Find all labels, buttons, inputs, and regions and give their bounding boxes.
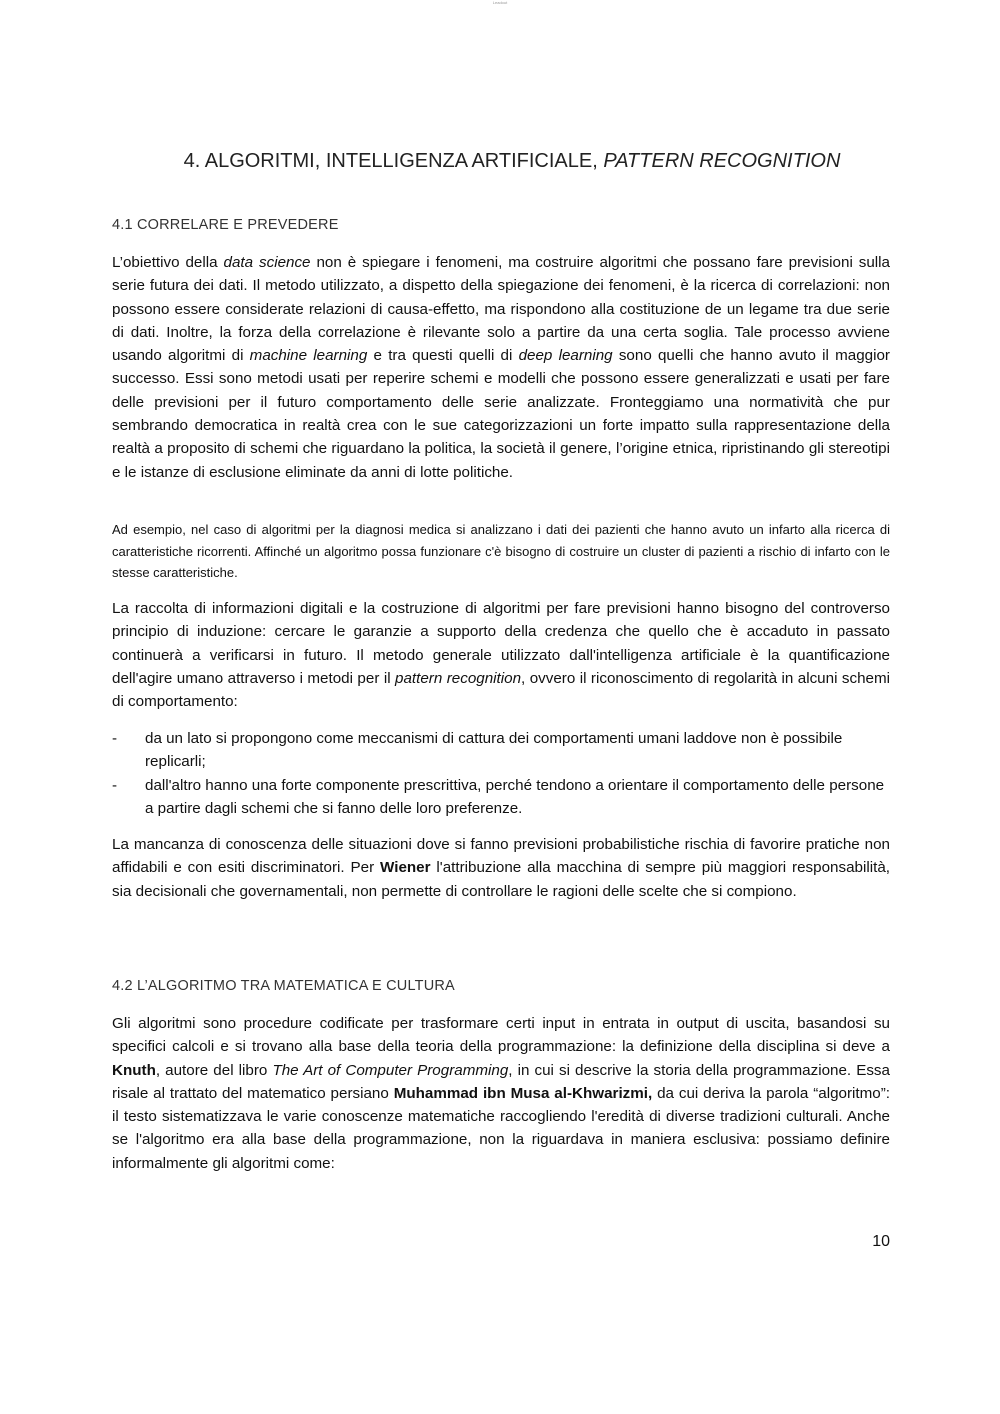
list-item-text: dall'altro hanno una forte componente prescrittiva, perché tendono a orientare il comportamento delle persone a partire dagli schemi che si fanno delle loro preferenze. [145, 776, 885, 817]
text-run: l'attribuzione alla macchina di sempre più maggiori responsabilità, sia decisionali che governamentali, non permette di controllare le ragioni delle scelte che si compiono. [112, 859, 890, 900]
list-item [112, 774, 890, 821]
paragraph-wiener [112, 833, 890, 903]
chapter-title-emphasis: PATTERN RECOGNITION [603, 150, 841, 172]
bold-al-khwarizmi: Muhammad ibn Musa al-Khwarizmi, [393, 1084, 653, 1102]
text-run: e tra questi quelli di [367, 347, 519, 365]
text-run: La mancanza di conoscenza delle situazioni dove si fanno previsioni probabilistiche rischia di favorire pratiche non affidabili e con esiti discriminatori. Per [112, 836, 890, 877]
emphasis-book-title: The Art of Computer Programming [272, 1061, 509, 1079]
emphasis-pattern-recognition: pattern recognition [395, 669, 522, 687]
text-run: Gli algoritmi sono procedure codificate per trasformare certi input in entrata in output di uscita, basandosi su specifici calcoli e si trovano alla base della teoria della programmazione: la definizione della disciplina si deve a [112, 1015, 890, 1056]
emphasis-deep-learning: deep learning [518, 347, 613, 365]
emphasis-machine-learning: machine learning [249, 347, 368, 365]
text-run: da cui deriva la parola “algoritmo”: il testo sistematizzava le varie conoscenze matematiche raccogliendo l'eredità di diverse tradizioni culturali. Anche se l'algoritmo era alla base della programmazione, non la riguardava in maniera esclusiva: possiamo definire informalmente gli algoritmi come: [112, 1084, 890, 1172]
text-run: , in cui si descrive la storia della programmazione. Essa risale al trattato del matematico persiano [112, 1061, 890, 1102]
text-run: L’obiettivo della [112, 254, 224, 271]
section-heading-4-2: 4.2 L’ALGORITMO TRA MATEMATICA E CULTURA [112, 978, 455, 994]
bullet-list [112, 727, 890, 820]
chapter-title [112, 150, 912, 173]
list-dash: - [112, 776, 118, 794]
text-run: , ovvero il riconoscimento di regolarità in alcuni schemi di comportamento: [112, 669, 890, 711]
paragraph-algorithm [112, 1012, 890, 1175]
header-mark: Leadout [492, 0, 508, 5]
paragraph-correlation [112, 251, 890, 484]
text-run: La raccolta di informazioni digitali e la costruzione di algoritmi per fare previsioni hanno bisogno del controverso principio di induzione: cercare le garanzie a supporto della credenza che quello che è accaduto in passato continuerà a verificarsi in futuro. Il metodo generale utilizzato dall'intelligenza artificiale è la quantificazione dell'agire umano attraverso i metodi per il [112, 600, 890, 687]
list-item [112, 727, 890, 774]
paragraph-example: Ad esempio, nel caso di algoritmi per la diagnosi medica si analizzano i dati dei pazienti che hanno avuto un infarto alla ricerca di caratteristiche ricorrenti. Affinché un algoritmo possa funzionare c'è bisogno di costruire un cluster di pazienti a rischio di infarto con le stesse caratteristiche. [112, 522, 890, 580]
bold-knuth: Knuth [112, 1061, 156, 1079]
chapter-title-text: 4. ALGORITMI, INTELLIGENZA ARTIFICIALE, [183, 150, 604, 172]
section-heading-4-1: 4.1 CORRELARE E PREVEDERE [112, 217, 339, 233]
text-run: non è spiegare i fenomeni, ma costruire algoritmi che possano fare previsioni sulla serie futura dei dati. Il metodo utilizzato, a dispetto della spiegazione dei fenomeni, è la ricerca di correlazioni: non possono essere considerate relazioni di causa-effetto, ma rispondono alla costituzione de un legame tra due serie di dati. Inoltre, la forza della correlazione è rilevante solo a partire da una certa soglia. Tale processo avviene usando algoritmi di [112, 254, 890, 365]
list-dash: - [112, 730, 118, 747]
bold-wiener: Wiener [380, 859, 431, 877]
list-item-text: da un lato si propongono come meccanismi di cattura dei comportamenti umani laddove non è possibile replicarli; [145, 730, 843, 771]
page-number: 10 [872, 1233, 890, 1250]
emphasis-data-science: data science [223, 254, 311, 271]
text-run: sono quelli che hanno avuto il maggior successo. Essi sono metodi usati per reperire schemi e modelli che possono essere generalizzati e usati per fare delle previsioni per il futuro comportamento delle serie analizzate. Fronteggiamo una normatività che pur sembrando democratica in realtà crea con le sue categorizzazioni un forte impatto sulla rappresentazione della realtà a proposito di schemi che riguardano la politica, la società il genere, l’origine etnica, ripristinando gli stereotipi e le istanze di esclusione eliminate da anni di lotte politiche. [112, 347, 890, 481]
text-run: , autore del libro [155, 1061, 273, 1079]
paragraph-induction [112, 597, 890, 713]
